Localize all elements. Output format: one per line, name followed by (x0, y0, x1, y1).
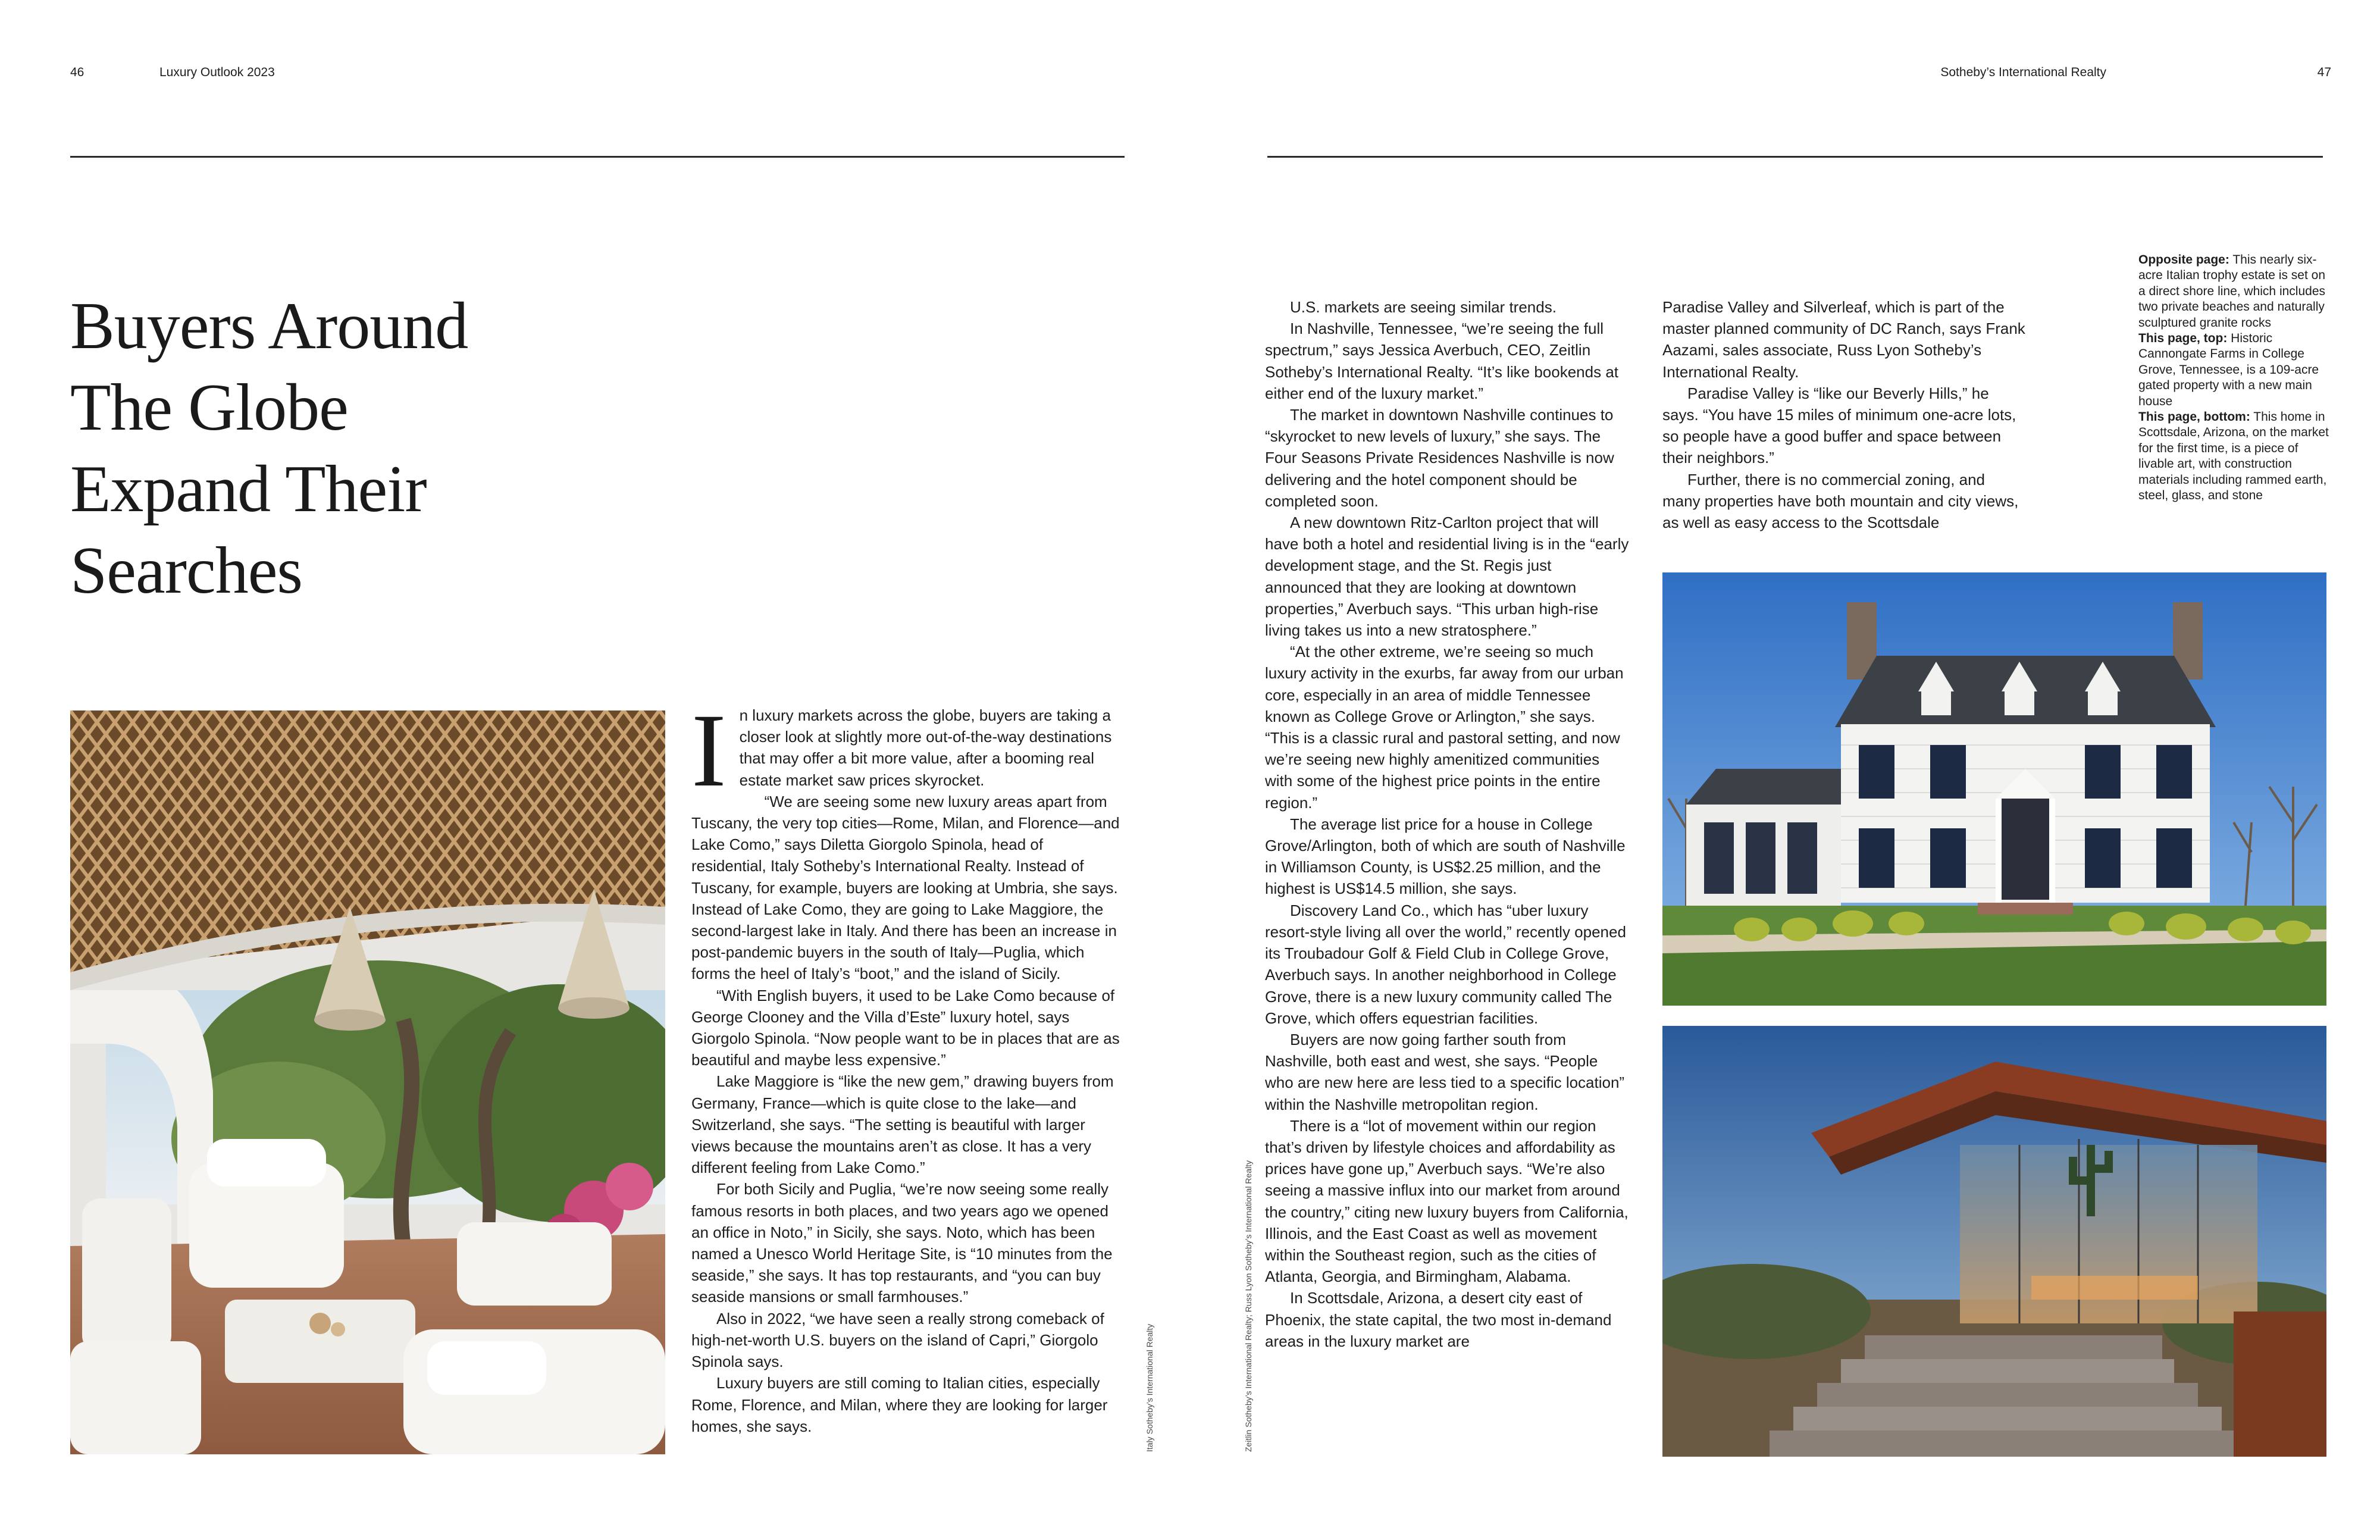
column1-paragraph: Also in 2022, “we have seen a really strong comeback of high-net-worth U.S. buyers on the island of Capri,” Giorgolo Spinola says. (691, 1309, 1104, 1371)
column1-paragraph: “We are seeing some new luxury areas apart from Tuscany, the very top cities—Rome, Milan, and Florence—and Lake Como,” says Diletta Giorgolo Spinola, head of residential, Italy Sotheby’s International Realty. Instead of Tuscany, for example, buyers are looking at Umbria, she says. Instead of Lake Como, they are going to Lake Maggiore, the second-largest lake in Italy. And there has been an increase in post-pandemic buyers in the south of Italy—Puglia, which forms the heel of Italy’s “boot,” and the island of Sicily. (691, 792, 1120, 983)
column2-paragraph: In Scottsdale, Arizona, a desert city east of Phoenix, the state capital, the two most in-demand areas in the luxury market are (1265, 1289, 1612, 1350)
column2-paragraph: Buyers are now going farther south from Nashville, both east and west, she says. “People who are new here are less tied to a specific location” within the Nashville metropolitan region. (1265, 1030, 1625, 1113)
right-header-rule (1267, 156, 2323, 158)
article-column-3 (1662, 296, 2027, 533)
column2-paragraph: Discovery Land Co., which has “uber luxury resort-style living all over the world,” recently opened its Troubadour Golf & Field Club in College Grove, Averbuch says. In another neighborhood in College Grove, there is a new luxury community called The Grove, which offers equestrian facilities. (1265, 901, 1626, 1027)
headline-line-4: Searches (70, 534, 303, 608)
column1-paragraph: Luxury buyers are still coming to Italian cities, especially Rome, Florence, and Milan, where they are looking for larger homes, she says. (691, 1374, 1108, 1435)
photo-captions (2138, 252, 2329, 504)
column3-paragraph: Further, there is no commercial zoning, and many properties have both mountain and city views, as well as easy access to the Scottsdale (1662, 470, 2019, 532)
caption-label: This page, top: (2138, 331, 2228, 346)
column2-paragraph: In Nashville, Tennessee, “we’re seeing the full spectrum,” says Jessica Averbuch, CEO, Zeitlin Sotheby’s International Realty. “It’s like bookends at either end of the luxury market.” (1265, 320, 1619, 402)
caption-text: This home in Scottsdale, Arizona, on the market for the first time, is a piece of livable art, with construction materials including rammed earth, steel, glass, and stone (2138, 410, 2329, 503)
column2-paragraph: A new downtown Ritz-Carlton project that will have both a hotel and residential living is in the “early development stage, and the St. Regis just announced that they are looking at downtown properties,” Averbuch says. “This urban high-rise living takes us into a new stratosphere.” (1265, 514, 1629, 640)
right-publication-title: Sotheby’s International Realty (1940, 65, 2106, 79)
left-publication-title: Luxury Outlook 2023 (159, 65, 275, 79)
article-headline (70, 286, 558, 612)
article-column-2 (1265, 296, 1629, 1352)
column2-paragraph: “At the other extreme, we’re seeing so much luxury activity in the exurbs, far away from our urban core, especially in an area of middle Tennessee known as College Grove or Arlington,” she says. “This is a classic rural and pastoral setting, and now we’re seeing new highly amenitized communities with some of the highest price points in the entire region.” (1265, 643, 1624, 812)
article-column-1 (691, 693, 1122, 1437)
headline-line-3: Expand Their (70, 452, 427, 526)
caption-this-page-top (2138, 331, 2329, 409)
caption-text: Historic Cannongate Farms in College Grove, Tennessee, is a 109-acre gated property with a new main house (2138, 331, 2319, 408)
caption-label: Opposite page: (2138, 253, 2229, 267)
left-photo-credit: Italy Sotheby’s International Realty (1145, 1323, 1154, 1452)
column2-paragraph: The average list price for a house in College Grove/Arlington, both of which are south of Nashville in Williamson County, is US$2.25 million, and the highest is US$14.5 million, she says. (1265, 815, 1626, 898)
caption-this-page-bottom (2138, 409, 2329, 503)
caption-text: This nearly six-acre Italian trophy estate is set on a direct shore line, which includes two private beaches and naturally sculptured granite rocks (2138, 253, 2326, 330)
left-page-number: 46 (70, 65, 84, 79)
column1-paragraph: n luxury markets across the globe, buyers are taking a closer look at slightly more out-of-the-way destinations that may offer a bit more value, after a booming real estate market saw prices skyrocket. (739, 706, 1112, 789)
right-photo-credit: Zeitlin Sotheby’s International Realty; Russ Lyon Sotheby’s International Realty (1244, 1160, 1253, 1452)
column1-paragraph: For both Sicily and Puglia, “we’re now seeing some really famous resorts in both places, and two years ago we opened an office in Noto,” in Sicily, she says. Noto, which has been named a Unesco World Heritage Site, is “10 minutes from the seaside,” she says. It has top restaurants, and “you can buy seaside mansions or small farmhouses.” (691, 1180, 1113, 1306)
right-page-number: 47 (2317, 65, 2331, 79)
headline-line-2: The Globe (70, 371, 348, 445)
column1-paragraph: Lake Maggiore is “like the new gem,” drawing buyers from Germany, France—which is quite close to the lake—and Switzerland, she says. “The setting is beautiful with larger views because the mountains aren’t as close. It has a very different feeling from Lake Como.” (691, 1072, 1114, 1177)
column3-paragraph: Paradise Valley is “like our Beverly Hills,” he says. “You have 15 miles of minimum one-acre lots, so people have a good buffer and space between their neighbors.” (1662, 384, 2016, 467)
drop-cap: I (691, 693, 726, 809)
headline-line-1: Buyers Around (70, 289, 468, 363)
column2-paragraph: There is a “lot of movement within our region that’s driven by lifestyle choices and affordability as prices have gone up,” Averbuch says. “We’re also seeing a massive influx into our market from around the country,” citing new luxury buyers from California, Illinois, and the East Coast as well as movement within the Southeast region, such as the cities of Atlanta, Georgia, and Birmingham, Alabama. (1265, 1116, 1629, 1286)
column2-paragraph: The market in downtown Nashville continues to “skyrocket to new levels of luxury,” she says. The Four Seasons Private Residences Nashville is now delivering and the hotel component should be completed soon. (1265, 406, 1614, 510)
caption-label: This page, bottom: (2138, 410, 2250, 424)
column3-paragraph: Paradise Valley and Silverleaf, which is part of the master planned community of DC Ranch, says Frank Aazami, sales associate, Russ Lyon Sotheby’s International Realty. (1662, 298, 2025, 381)
caption-opposite-page (2138, 252, 2329, 331)
column2-paragraph: U.S. markets are seeing similar trends. (1290, 298, 1557, 316)
arizona-desert-house-photo (1662, 1026, 2326, 1457)
left-header-rule (70, 156, 1125, 158)
column1-paragraph: “With English buyers, it used to be Lake Como because of George Clooney and the Villa d’Este” luxury hotel, says Giorgolo Spinola. “Now people want to be in places that are as beautiful and maybe less expensive.” (691, 986, 1120, 1069)
italy-terrace-photo (70, 710, 665, 1454)
tennessee-farmhouse-photo (1662, 572, 2326, 1006)
